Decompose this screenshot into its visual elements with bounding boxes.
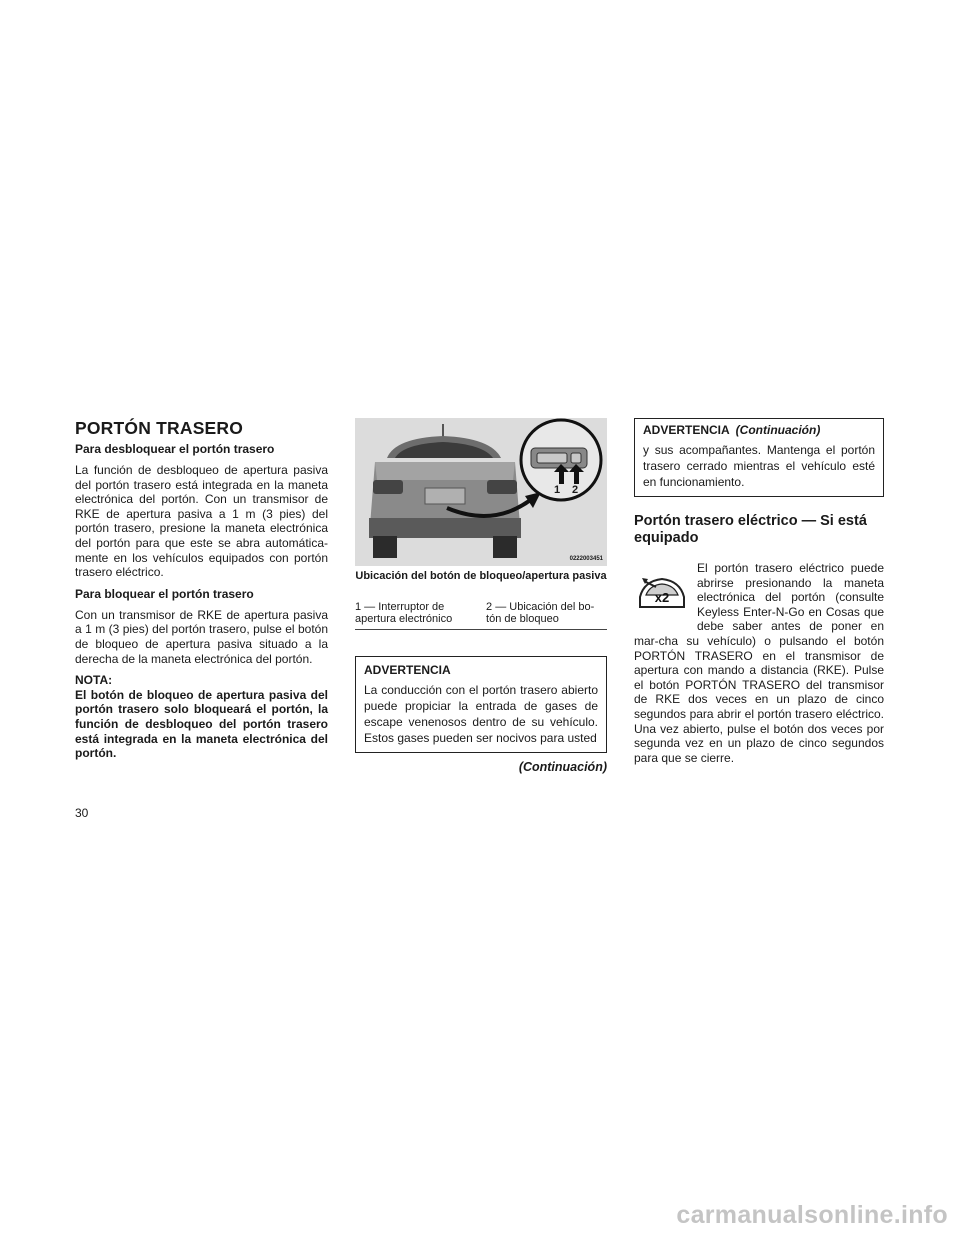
vehicle-rear-illustration — [355, 418, 607, 566]
continued-label: (Continuación) — [518, 760, 607, 774]
warning-box-continued — [634, 418, 884, 497]
note-title: NOTA: — [75, 673, 113, 688]
right-column — [634, 418, 884, 772]
lock-paragraph: Con un transmisor de RKE de apertura pasiva a 1 m (3 pies) del portón trasero, pulse el botón de bloqueo de apertura pasiva situado a la derecha de la maneta electrónica del portón. — [75, 607, 328, 666]
page-number: 30 — [75, 806, 89, 820]
unlock-paragraph: La función de desbloqueo de apertura pasiva del portón trasero está integrada en la maneta electrónica del portón. Con un transmisor de RKE de apertura pasiva a 1 m (3 pies) del portón trasero, presione la maneta electrónica del portón para que este se abra automática-mente en los vehículos equipados con portón trasero eléctrico. — [75, 463, 328, 580]
legend-item-2: 2 — Ubicación del bo-tón de bloqueo — [486, 601, 595, 625]
liftgate-figure — [355, 418, 607, 566]
warning-box — [355, 656, 607, 753]
callout-2: 2 — [572, 484, 579, 496]
warning-continued-text: y sus acompañantes. Mantenga el portón trasero cerrado mientras el vehículo esté en funcionamiento. — [643, 443, 875, 489]
legend-item-1: 1 — Interruptor de apertura electrónico — [355, 601, 453, 625]
warning-text: La conducción con el portón trasero abierto puede propiciar la entrada de gases de escape venenosos dentro de su vehículo. Estos gases pueden ser nocivos para usted — [364, 683, 598, 745]
middle-column — [355, 418, 607, 774]
key-fob-x2-icon — [634, 567, 689, 623]
unlock-heading: Para desbloquear el portón trasero — [75, 442, 275, 456]
watermark: carmanualsonline.info — [676, 1201, 948, 1229]
callout-1: 1 — [554, 484, 561, 496]
figure-code: 0222003451 — [569, 556, 603, 562]
section-title: PORTÓN TRASERO — [75, 418, 244, 438]
power-liftgate-section — [634, 561, 884, 765]
warning-continued-title — [643, 423, 875, 437]
warning-title: ADVERTENCIA — [364, 663, 451, 677]
warning-continued-label: ADVERTENCIA — [643, 423, 730, 437]
warning-continued-suffix: (Continuación) — [735, 423, 821, 437]
power-liftgate-text: El portón trasero eléctrico puede abrirse presionando la maneta electrónica del portón (consulte Keyless Enter-N-Go en Cosas que debe saber antes de poner en mar-cha su vehículo) o pulsando el botón PORTÓN TRASERO en el transmisor de apertura con mando a distancia (RKE). Pulse el botón PORTÓN TRASERO del transmisor de RKE dos veces en un plazo de cinco segundos para abrir el portón trasero eléctrico. Una vez abierto, pulse el botón dos veces por segunda vez en un plazo de cinco segundos para que se cierre. — [634, 561, 884, 765]
note-text: El botón de bloqueo de apertura pasiva del portón trasero solo bloqueará el portón, la función de desbloqueo del portón trasero está integrada en la maneta electrónica del portón. — [75, 687, 328, 761]
figure-caption: Ubicación del botón de bloqueo/apertura pasiva — [355, 570, 607, 582]
power-liftgate-heading: Portón trasero eléctrico — Si está equipado — [634, 513, 867, 546]
lock-heading: Para bloquear el portón trasero — [75, 586, 254, 601]
figure-legend — [355, 601, 607, 630]
icon-x2-label: x2 — [654, 590, 670, 605]
left-column — [75, 418, 328, 761]
